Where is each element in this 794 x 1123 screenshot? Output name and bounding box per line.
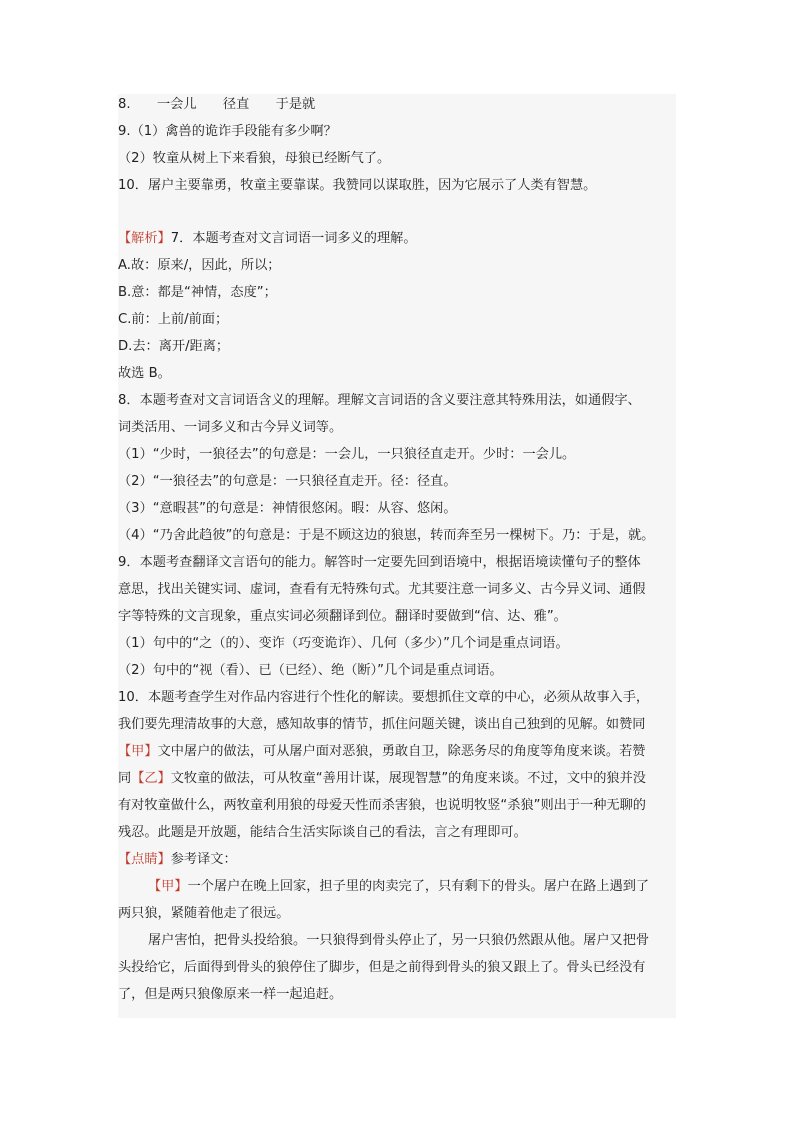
label-yi: 【乙】 bbox=[131, 771, 171, 786]
analysis-q10-2: 我们要先理清故事的大意，感知故事的情节，抓住问题关键，谈出自己独到的见解。如赞同 bbox=[118, 717, 646, 732]
analysis-q10-3-text: 文中屠户的做法，可从屠户面对恶狼，勇敢自卫，除恶务尽的角度等角度来谈。若赞 bbox=[157, 744, 646, 759]
commentary-title: 参考译文： bbox=[170, 852, 237, 867]
analysis-q10-3 bbox=[118, 743, 676, 761]
analysis-q7-d: D.去：离开/距离； bbox=[118, 339, 230, 354]
analysis-q9-1: （1）句中的“之（的）、变诈（巧变诡诈）、几何（多少）”几个词是重点词语。 bbox=[118, 636, 569, 651]
translation-p1-l1 bbox=[118, 878, 676, 896]
analysis-q10-1: 10．本题考查学生对作品内容进行个性化的解读。要想抓住文章的中心，必须从故事入手， bbox=[118, 690, 650, 705]
analysis-label: 【解析】 bbox=[118, 231, 171, 246]
analysis-q10-4-pre: 同 bbox=[118, 771, 132, 786]
translation-p1-l2: 两只狼，紧随着他走了很远。 bbox=[118, 906, 290, 921]
analysis-q8-3: （3）“意暇甚”的句意是：神情很悠闲。暇：从容、悠闲。 bbox=[118, 501, 457, 516]
analysis-q10-4 bbox=[118, 770, 676, 788]
analysis-q8-4: （4）“乃舍此趋彼”的句意是：于是不顾这边的狼崽，转而奔至另一棵树下。乃：于是，就。 bbox=[118, 528, 655, 543]
analysis-q7-answer: 故选 B。 bbox=[118, 366, 171, 381]
analysis-q7-c: C.前：上前/前面； bbox=[118, 312, 229, 327]
translation-p2-l3: 了，但是两只狼像原来一样一起追赶。 bbox=[118, 987, 343, 1002]
commentary-label: 【点睛】 bbox=[118, 852, 171, 867]
answer-8: 8. 一会儿 径直 于是就 bbox=[118, 97, 316, 112]
answer-9-1: 9.（1）禽兽的诡诈手段能有多少啊？ bbox=[118, 124, 337, 139]
analysis-q7-intro bbox=[118, 230, 676, 248]
analysis-q8-2: （2）“一狼径去”的句意是：一只狼径直走开。径：径直。 bbox=[118, 474, 457, 489]
analysis-q10-5: 有对牧童做什么，两牧童利用狼的母爱天性而杀害狼，也说明牧竖“杀狼”则出于一种无聊的 bbox=[118, 798, 646, 813]
answer-panel bbox=[118, 94, 676, 1018]
analysis-q8-1: （1）“少时，一狼径去”的句意是：一会儿，一只狼径直走开。少时：一会儿。 bbox=[118, 447, 576, 462]
analysis-q9-intro-1: 9．本题考查翻译文言语句的能力。解答时一定要先回到语境中，根据语境读懂句子的整体 bbox=[118, 555, 641, 570]
analysis-q10-4-text: 文牧童的做法，可从牧童“善用计谋，展现智慧”的角度来谈。不过，文中的狼并没 bbox=[170, 771, 646, 786]
analysis-q8-intro-2: 词类活用、一词多义和古今异义词等。 bbox=[118, 420, 343, 435]
translation-label-jia: 【甲】 bbox=[148, 879, 188, 894]
analysis-q8-intro-1: 8．本题考查对文言词语含义的理解。理解文言词语的含义要注意其特殊用法，如通假字、 bbox=[118, 393, 641, 408]
analysis-q7-a: A.故：原来/，因此，所以； bbox=[118, 258, 281, 273]
translation-p2-l1: 屠户害怕，把骨头投给狼。一只狼得到骨头停止了，另一只狼仍然跟从他。屠户又把骨 bbox=[148, 933, 650, 948]
analysis-q9-2: （2）句中的“视（看）、已（已经）、绝（断）”几个词是重点词语。 bbox=[118, 663, 503, 678]
answer-9-2: （2）牧童从树上下来看狼，母狼已经断气了。 bbox=[118, 151, 391, 166]
analysis-q9-intro-2: 意思，找出关键实词、虚词，查看有无特殊句式。尤其要注意一词多义、古今异义词、通假 bbox=[118, 582, 646, 597]
analysis-q7-b: B.意：都是“神情，态度”； bbox=[118, 285, 277, 300]
label-jia: 【甲】 bbox=[118, 744, 158, 759]
answer-10: 10．屠户主要靠勇，牧童主要靠谋。我赞同以谋取胜，因为它展示了人类有智慧。 bbox=[118, 178, 597, 193]
translation-p2-l2: 头投给它，后面得到骨头的狼停住了脚步，但是之前得到骨头的狼又跟上了。骨头已经没有 bbox=[118, 960, 646, 975]
commentary-heading bbox=[118, 851, 676, 869]
analysis-q10-6: 残忍。此题是开放题，能结合生活实际谈自己的看法，言之有理即可。 bbox=[118, 825, 527, 840]
analysis-q7-intro-text: 7．本题考查对文言词语一词多义的理解。 bbox=[170, 231, 417, 246]
translation-p1-l1-text: 一个屠户在晚上回家，担子里的肉卖完了，只有剩下的骨头。屠户在路上遇到了 bbox=[187, 879, 650, 894]
analysis-q9-intro-3: 字等特殊的文言现象，重点实词必须翻译到位。翻译时要做到“信、达、雅”。 bbox=[118, 609, 567, 624]
